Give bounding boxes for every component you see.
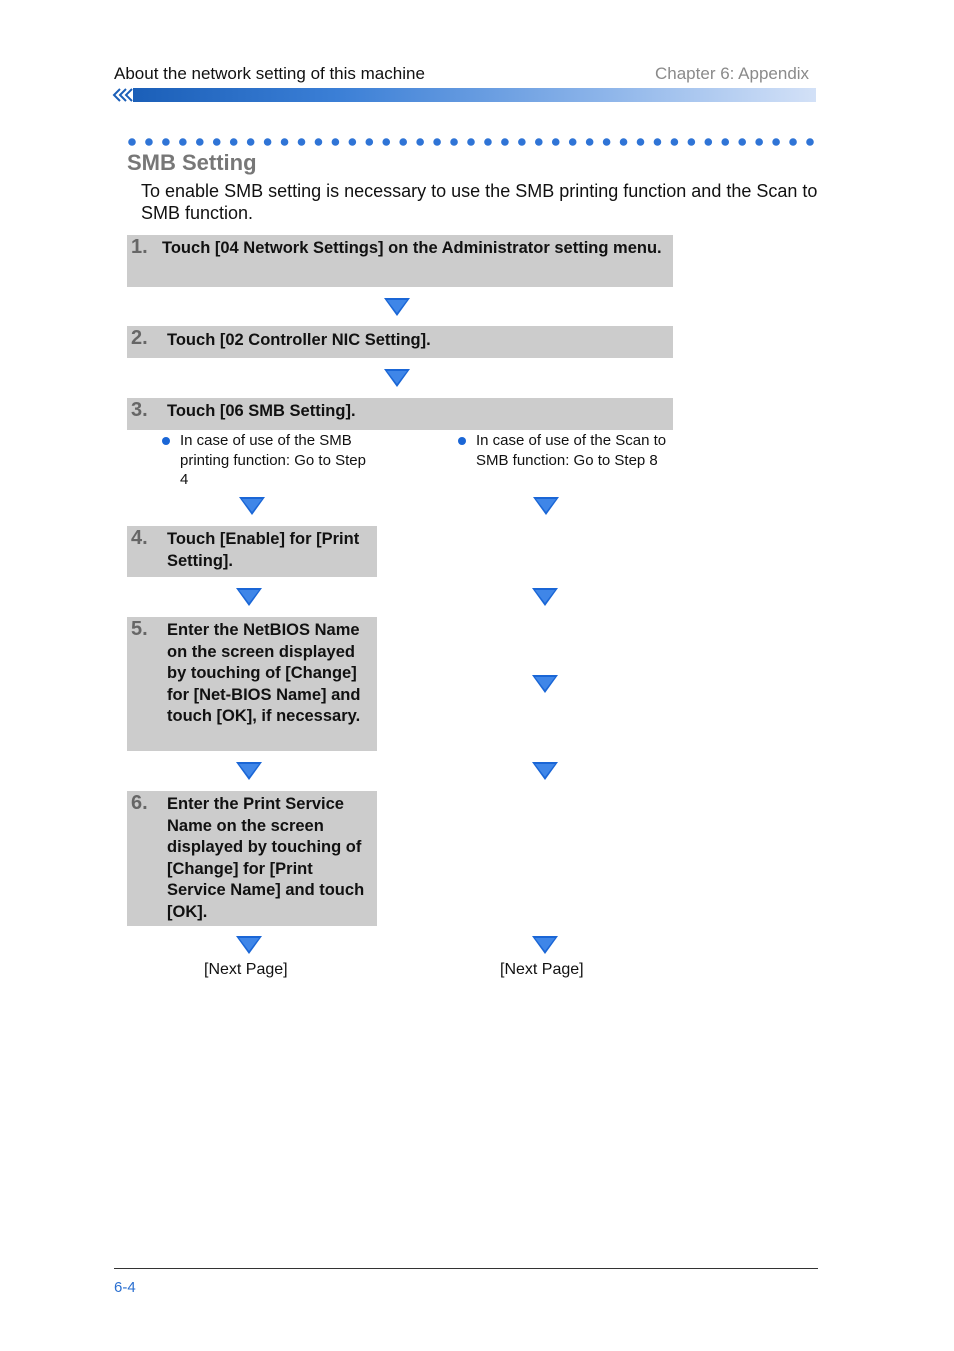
branch-left-bullet bbox=[162, 431, 372, 491]
step-2-box bbox=[127, 326, 673, 358]
running-header-chapter: Chapter 6: Appendix bbox=[655, 64, 810, 83]
down-arrow-icon bbox=[236, 588, 262, 606]
step-text: Touch [Enable] for [Print Setting]. bbox=[167, 530, 360, 570]
step-1-box bbox=[127, 235, 673, 287]
step-5-box bbox=[127, 617, 377, 751]
down-arrow-icon bbox=[239, 497, 265, 515]
step-number: 6. bbox=[131, 792, 148, 814]
step-number: 3. bbox=[131, 399, 148, 421]
step-4-box bbox=[127, 526, 377, 577]
step-text: Touch [04 Network Settings] on the Administrator setting menu. bbox=[162, 239, 662, 257]
step-number: 4. bbox=[131, 527, 148, 549]
down-arrow-icon bbox=[236, 762, 262, 780]
step-6-box bbox=[127, 791, 377, 926]
down-arrow-icon bbox=[532, 588, 558, 606]
running-header-section: About the network setting of this machine bbox=[114, 64, 425, 83]
step-3-box bbox=[127, 398, 673, 430]
down-arrow-icon bbox=[384, 369, 410, 387]
step-text: Touch [06 SMB Setting]. bbox=[167, 402, 356, 420]
next-page-right: [Next Page] bbox=[500, 961, 584, 978]
branch-text: In case of use of the Scan to SMB function: Go to Step 8 bbox=[476, 432, 667, 469]
footer-rule bbox=[114, 1268, 818, 1269]
down-arrow-icon bbox=[533, 497, 559, 515]
section-intro: To enable SMB setting is necessary to use the SMB printing function and the Scan to SMB function. bbox=[141, 181, 818, 223]
dotted-rule bbox=[128, 137, 818, 147]
branch-text: In case of use of the SMB printing function: Go to Step 4 bbox=[180, 432, 366, 488]
down-arrow-icon bbox=[532, 675, 558, 693]
down-arrow-icon bbox=[532, 936, 558, 954]
page-number: 6-4 bbox=[114, 1279, 136, 1296]
step-text: Enter the NetBIOS Name on the screen displayed by touching of [Change] for [Net-BIOS Name] and touch [OK], if necessary. bbox=[167, 621, 361, 725]
step-number: 2. bbox=[131, 327, 148, 349]
step-number: 1. bbox=[131, 236, 148, 258]
step-text: Touch [02 Controller NIC Setting]. bbox=[167, 331, 431, 349]
bullet-icon bbox=[162, 437, 170, 445]
step-number: 5. bbox=[131, 618, 148, 640]
down-arrow-icon bbox=[236, 936, 262, 954]
step-text: Enter the Print Service Name on the screen displayed by touching of [Change] for [Print Service Name] and touch [OK]. bbox=[167, 795, 365, 921]
down-arrow-icon bbox=[532, 762, 558, 780]
next-page-left: [Next Page] bbox=[204, 961, 288, 978]
header-gradient-bar bbox=[133, 88, 816, 102]
bullet-icon bbox=[458, 437, 466, 445]
branch-right-bullet bbox=[458, 431, 668, 491]
section-title: SMB Setting bbox=[127, 150, 257, 175]
down-arrow-icon bbox=[384, 298, 410, 316]
